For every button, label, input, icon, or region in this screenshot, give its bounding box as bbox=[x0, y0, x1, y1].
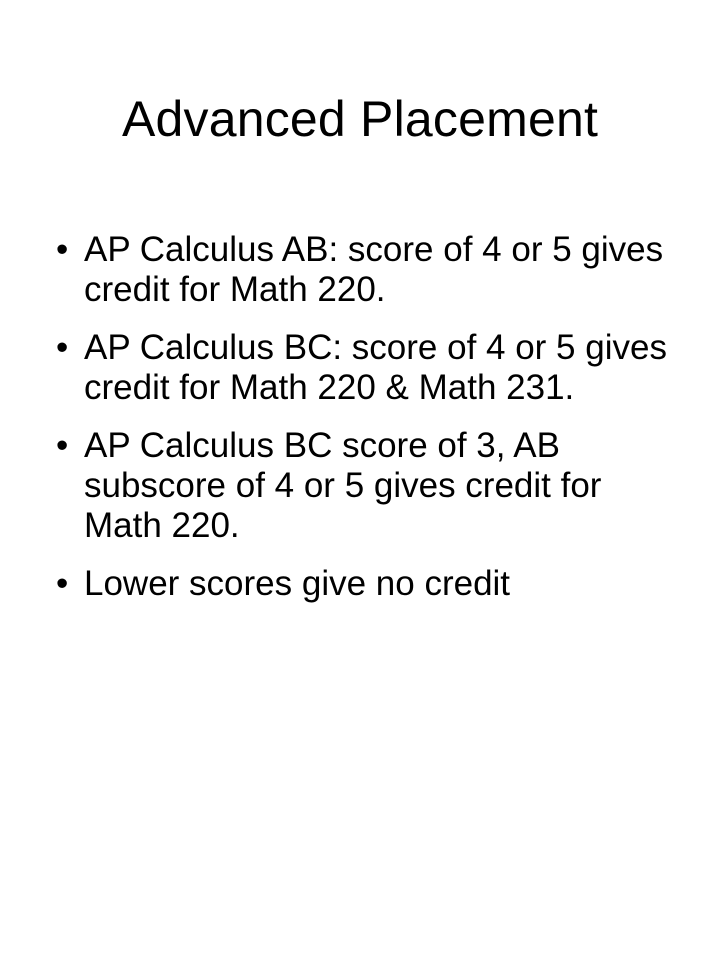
bullet-item-ap-calculus-bc bbox=[56, 328, 676, 408]
bullet-item-lower-scores bbox=[56, 564, 676, 604]
bullet-text: AP Calculus AB: score of 4 or 5 gives credit for Math 220. bbox=[84, 230, 664, 309]
bullet-text: AP Calculus BC score of 3, AB subscore of 4 or 5 gives credit for Math 220. bbox=[84, 426, 602, 545]
bullet-list bbox=[56, 230, 676, 622]
bullet-text: Lower scores give no credit bbox=[84, 564, 511, 603]
bullet-item-ap-calculus-bc-score-3 bbox=[56, 426, 676, 546]
slide-title: Advanced Placement bbox=[121, 91, 599, 147]
bullet-text: AP Calculus BC: score of 4 or 5 gives credit for Math 220 & Math 231. bbox=[84, 328, 667, 407]
bullet-icon: • bbox=[56, 564, 69, 603]
bullet-item-ap-calculus-ab bbox=[56, 230, 676, 310]
bullet-icon: • bbox=[56, 328, 69, 367]
bullet-icon: • bbox=[56, 426, 69, 465]
bullet-icon: • bbox=[56, 230, 69, 269]
